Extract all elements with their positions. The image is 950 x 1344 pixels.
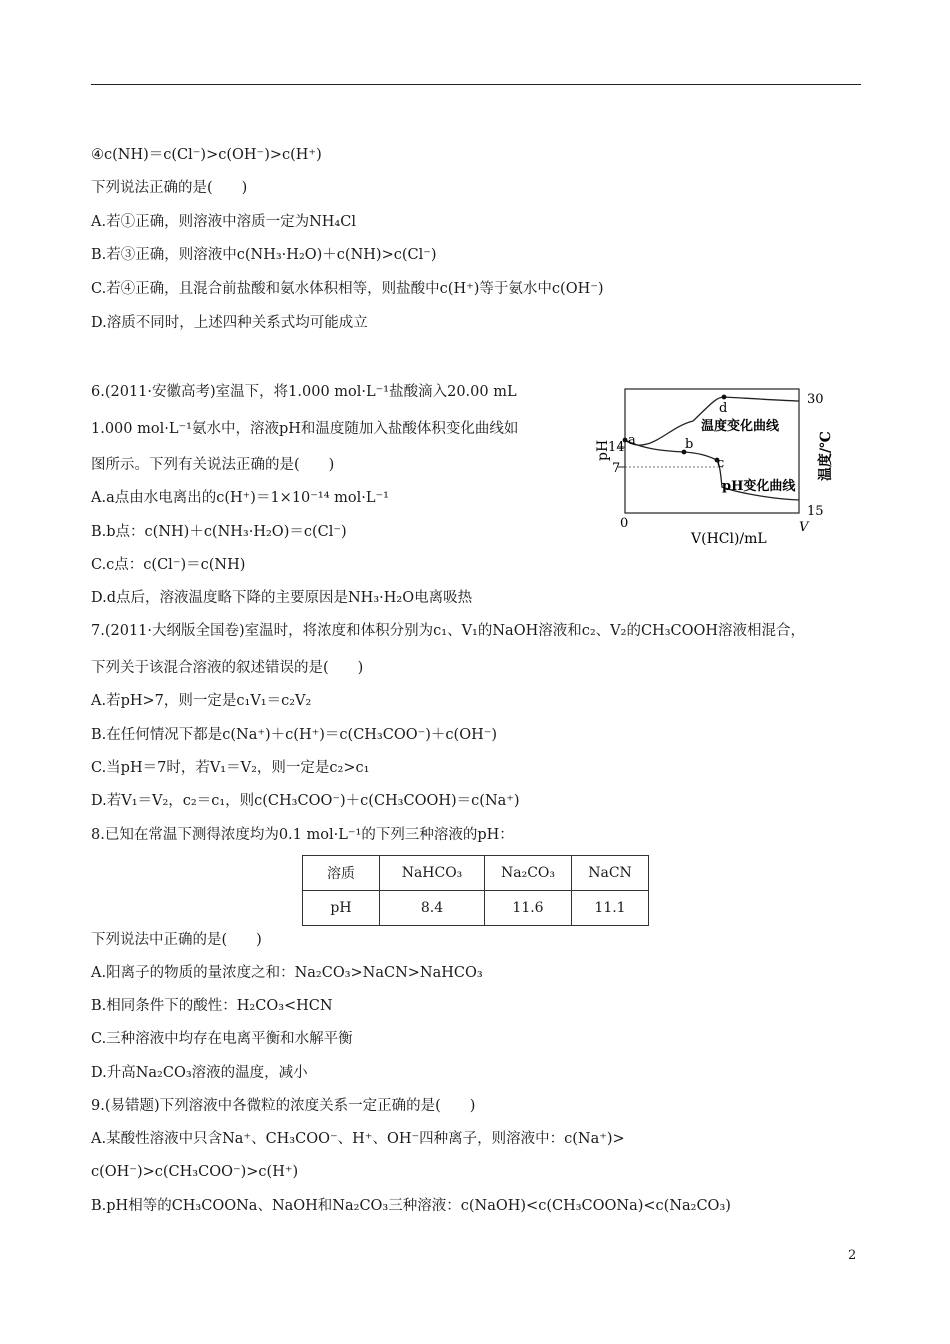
table-row [303, 891, 649, 926]
text-line: ④c(NH)＝c(Cl⁻)>c(OH⁻)>c(H⁺) [91, 147, 322, 163]
tick-label: 7 [612, 461, 621, 476]
option-line: B.相同条件下的酸性：H₂CO₃<HCN [91, 998, 333, 1014]
option-line: D.升高Na₂CO₃溶液的温度，减小 [91, 1065, 308, 1081]
table-cell: 8.4 [380, 891, 485, 926]
table-cell: pH [303, 891, 380, 926]
plot-frame [625, 389, 799, 513]
y-axis-label-right: 温度/℃ [818, 431, 834, 481]
option-line: B.b点：c(NH)＋c(NH₃·H₂O)＝c(Cl⁻) [91, 524, 347, 540]
question-8-line: 8.已知在常温下测得浓度均为0.1 mol·L⁻¹的下列三种溶液的pH： [91, 827, 514, 843]
table-cell: 11.1 [572, 891, 649, 926]
table-cell: 11.6 [485, 891, 572, 926]
option-line: A.某酸性溶液中只含Na⁺、CH₃COO⁻、H⁺、OH⁻四种离子，则溶液中：c(Na⁺)> [91, 1131, 625, 1147]
text-line: A.若①正确，则溶液中溶质一定为NH₄Cl [91, 214, 356, 230]
option-line: A.阳离子的物质的量浓度之和：Na₂CO₃>NaCN>NaHCO₃ [91, 965, 483, 981]
point-label: b [685, 437, 694, 452]
point-d [722, 395, 727, 400]
temperature-curve-label: 温度变化曲线 [701, 419, 780, 434]
option-line: C.c点：c(Cl⁻)＝c(NH) [91, 557, 246, 573]
text-line: C.若④正确，且混合前盐酸和氨水体积相等，则盐酸中c(H⁺)等于氨水中c(OH⁻) [91, 281, 604, 297]
option-line: A.若pH>7，则一定是c₁V₁＝c₂V₂ [91, 693, 312, 709]
option-line: D.若V₁＝V₂，c₂＝c₁，则c(CH₃COO⁻)＋c(CH₃COOH)＝c(Na⁺) [91, 793, 520, 809]
option-line: C.三种溶液中均存在电离平衡和水解平衡 [91, 1031, 353, 1047]
tick-label: 0 [620, 516, 629, 531]
option-line: A.a点由水电离出的c(H⁺)＝1×10⁻¹⁴ mol·L⁻¹ [91, 490, 389, 506]
x-axis-label: V(HCl)/mL [691, 531, 767, 547]
table-row [303, 856, 649, 891]
point-label: a [628, 433, 636, 448]
text-line: B.若③正确，则溶液中c(NH₃·H₂O)＋c(NH)>c(Cl⁻) [91, 247, 437, 263]
text-line: 下列说法正确的是( ) [91, 180, 248, 196]
table-cell: Na₂CO₃ [485, 856, 572, 891]
question-7-line: 7.(2011·大纲版全国卷)室温时，将浓度和体积分别为c₁、V₁的NaOH溶液和c₂、V₂的CH₃COOH溶液相混合， [91, 623, 806, 639]
question-6-line: 6.(2011·安徽高考)室温下，将1.000 mol·L⁻¹盐酸滴入20.00 mL [91, 384, 517, 400]
text-line: 下列说法中正确的是( ) [91, 932, 262, 948]
titration-figure [588, 381, 860, 551]
tick-label: V [799, 520, 809, 535]
y-axis-label-left: pH [595, 439, 611, 461]
point-label: d [719, 401, 728, 416]
question-6-line: 1.000 mol·L⁻¹氨水中，溶液pH和温度随加入盐酸体积变化曲线如 [91, 421, 519, 437]
point-label: c [717, 456, 725, 471]
tick-label: 30 [807, 392, 824, 407]
option-line: c(OH⁻)>c(CH₃COO⁻)>c(H⁺) [91, 1164, 299, 1180]
option-line: C.当pH＝7时，若V₁＝V₂，则一定是c₂>c₁ [91, 760, 370, 776]
table-cell: NaHCO₃ [380, 856, 485, 891]
tick-label: 15 [807, 504, 824, 519]
text-line: D.溶质不同时，上述四种关系式均可能成立 [91, 315, 368, 331]
tick-label: 14 [608, 440, 625, 455]
question-9-line: 9.(易错题)下列溶液中各微粒的浓度关系一定正确的是( ) [91, 1098, 476, 1114]
option-line: B.pH相等的CH₃COONa、NaOH和Na₂CO₃三种溶液：c(NaOH)<c(CH₃COONa)<c(Na₂CO₃) [91, 1198, 731, 1214]
table-cell: NaCN [572, 856, 649, 891]
ph-table [302, 855, 649, 926]
question-6-line: 图所示。下列有关说法正确的是( ) [91, 457, 335, 473]
page-number: 2 [848, 1248, 857, 1263]
question-7-line: 下列关于该混合溶液的叙述错误的是( ) [91, 660, 364, 676]
option-line: D.d点后，溶液温度略下降的主要原因是NH₃·H₂O电离吸热 [91, 590, 473, 606]
option-line: B.在任何情况下都是c(Na⁺)＋c(H⁺)＝c(CH₃COO⁻)＋c(OH⁻) [91, 727, 498, 743]
ph-curve-label: pH变化曲线 [722, 479, 796, 494]
header-rule [91, 84, 861, 85]
table-cell: 溶质 [303, 856, 380, 891]
